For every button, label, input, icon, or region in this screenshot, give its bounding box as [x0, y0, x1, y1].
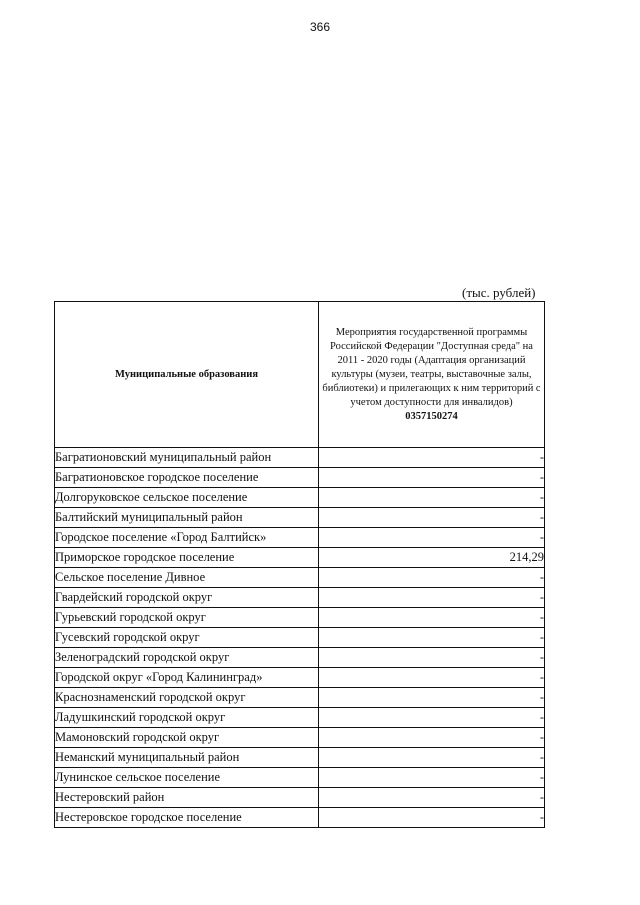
- municipality-name-cell: Городское поселение «Город Балтийск»: [55, 528, 319, 548]
- table-row: [55, 528, 545, 548]
- municipality-name-cell: Балтийский муниципальный район: [55, 508, 319, 528]
- header-program-measures: [319, 302, 545, 448]
- table-row: [55, 768, 545, 788]
- table-row: [55, 728, 545, 748]
- municipality-name-cell: Нестеровский район: [55, 788, 319, 808]
- funding-value-cell: -: [319, 508, 545, 528]
- table-header-row: [55, 302, 545, 448]
- funding-value-cell: -: [319, 588, 545, 608]
- table-row: [55, 488, 545, 508]
- municipality-name-cell: Багратионовский муниципальный район: [55, 448, 319, 468]
- table-row: [55, 708, 545, 728]
- header-municipalities: Муниципальные образования: [55, 302, 319, 448]
- municipality-name-cell: Лунинское сельское поселение: [55, 768, 319, 788]
- header-program-description: Мероприятия государственной программы Российской Федерации "Доступная среда" на 2011 - 2020 годы (Адаптация организаций культуры (музеи, театры, выставочные залы, библиотеки) и прилегающих к ним территорий с учетом доступности для инвалидов): [322, 326, 541, 408]
- page-number: 366: [309, 20, 331, 34]
- table-row: [55, 648, 545, 668]
- header-program-code: 0357150274: [405, 410, 458, 422]
- municipality-name-cell: Зеленоградский городской округ: [55, 648, 319, 668]
- table-row: [55, 508, 545, 528]
- municipality-name-cell: Ладушкинский городской округ: [55, 708, 319, 728]
- municipality-name-cell: Неманский муниципальный район: [55, 748, 319, 768]
- table-row: [55, 468, 545, 488]
- units-label: (тыс. рублей): [462, 285, 536, 300]
- funding-value-cell: -: [319, 648, 545, 668]
- municipal-funding-table: [54, 301, 545, 828]
- municipality-name-cell: Багратионовское городское поселение: [55, 468, 319, 488]
- funding-value-cell: -: [319, 768, 545, 788]
- municipality-name-cell: Городской округ «Город Калининград»: [55, 668, 319, 688]
- table-row: [55, 748, 545, 768]
- funding-value-cell: -: [319, 568, 545, 588]
- table-row: [55, 548, 545, 568]
- municipality-name-cell: Гусевский городской округ: [55, 628, 319, 648]
- funding-value-cell: -: [319, 688, 545, 708]
- funding-value-cell: -: [319, 668, 545, 688]
- table-row: [55, 788, 545, 808]
- funding-value-cell: -: [319, 728, 545, 748]
- funding-value-cell: -: [319, 488, 545, 508]
- municipality-name-cell: Долгоруковское сельское поселение: [55, 488, 319, 508]
- funding-value-cell: -: [319, 788, 545, 808]
- table-row: [55, 688, 545, 708]
- table-row: [55, 588, 545, 608]
- funding-value-cell: 214,29: [319, 548, 545, 568]
- funding-value-cell: -: [319, 808, 545, 828]
- municipality-name-cell: Краснознаменский городской округ: [55, 688, 319, 708]
- funding-value-cell: -: [319, 528, 545, 548]
- table-body: [55, 448, 545, 828]
- table-row: [55, 608, 545, 628]
- municipality-name-cell: Мамоновский городской округ: [55, 728, 319, 748]
- funding-value-cell: -: [319, 708, 545, 728]
- municipality-name-cell: Приморское городское поселение: [55, 548, 319, 568]
- municipality-name-cell: Нестеровское городское поселение: [55, 808, 319, 828]
- table-row: [55, 568, 545, 588]
- funding-value-cell: -: [319, 748, 545, 768]
- funding-value-cell: -: [319, 628, 545, 648]
- funding-value-cell: -: [319, 608, 545, 628]
- table-row: [55, 628, 545, 648]
- table-row: [55, 448, 545, 468]
- table-row: [55, 808, 545, 828]
- table-row: [55, 668, 545, 688]
- municipality-name-cell: Гурьевский городской округ: [55, 608, 319, 628]
- funding-value-cell: -: [319, 448, 545, 468]
- funding-value-cell: -: [319, 468, 545, 488]
- municipality-name-cell: Гвардейский городской округ: [55, 588, 319, 608]
- municipality-name-cell: Сельское поселение Дивное: [55, 568, 319, 588]
